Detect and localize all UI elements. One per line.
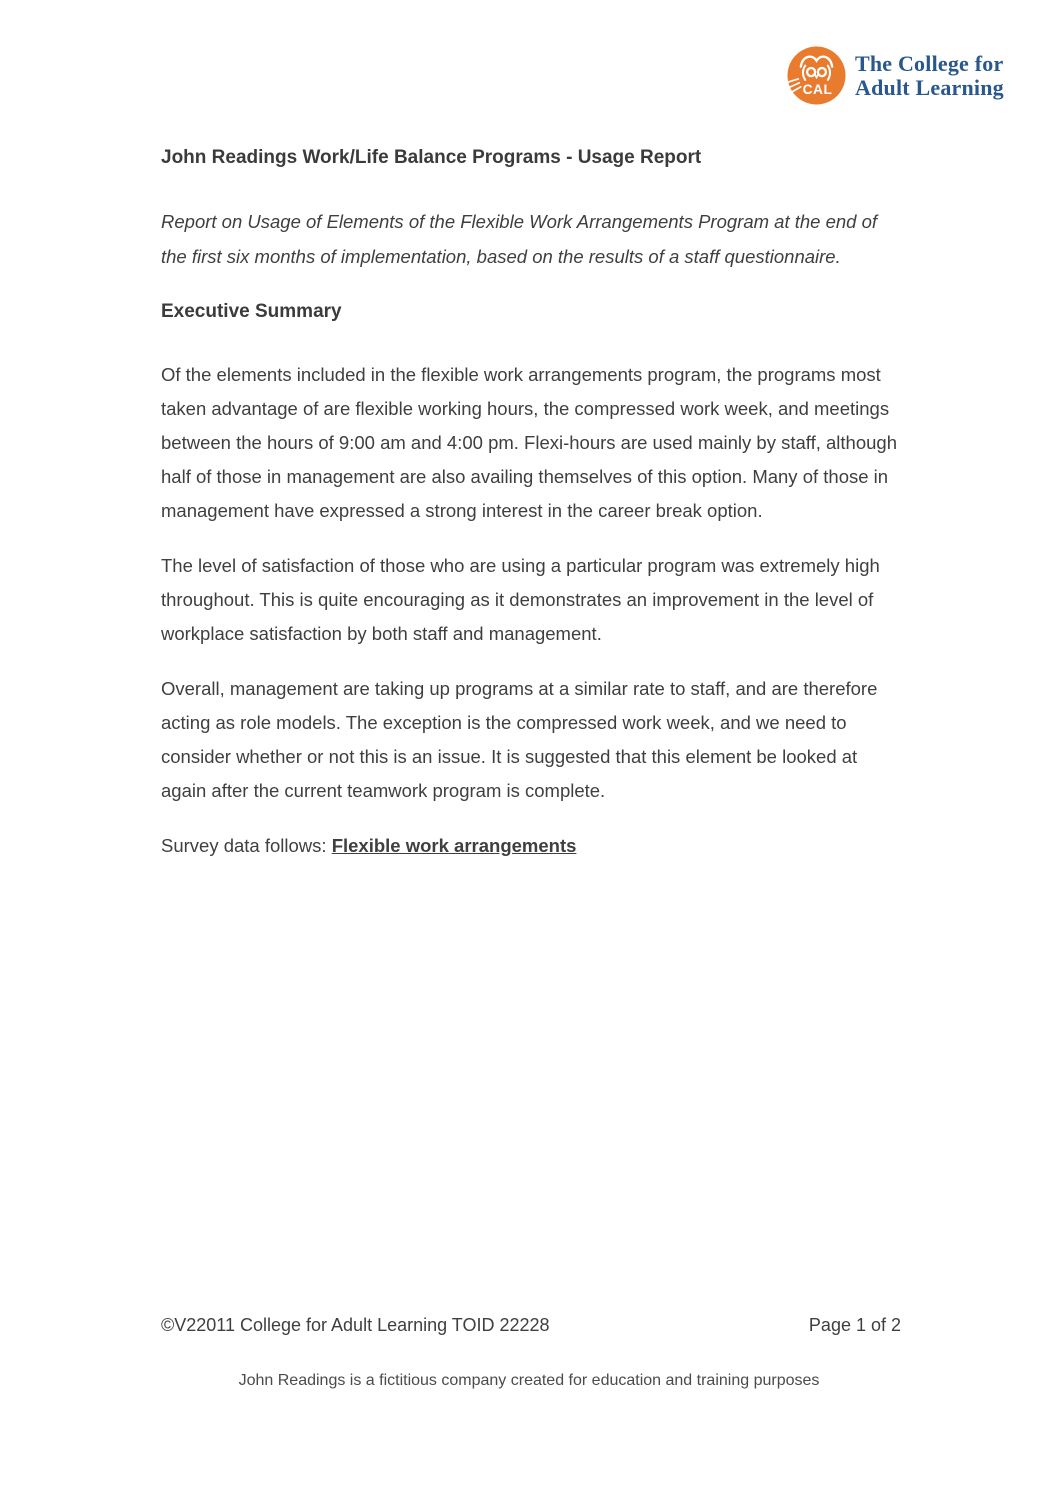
section-heading-executive-summary: Executive Summary xyxy=(161,301,342,322)
document-title: John Readings Work/Life Balance Programs - Usage Report xyxy=(161,147,702,168)
flexible-work-arrangements-link[interactable]: Flexible work arrangements xyxy=(331,835,577,856)
footer-copyright: ©V22011 College for Adult Learning TOID 22228 xyxy=(161,1315,550,1335)
cal-logo-text: CAL xyxy=(802,82,833,98)
intro-paragraph: Report on Usage of Elements of the Flexible Work Arrangements Program at the end of the first six months of implementation, based on the results of a staff questionnaire. xyxy=(161,211,878,267)
survey-data-prefix: Survey data follows: xyxy=(161,835,332,856)
paragraph-satisfaction: The level of satisfaction of those who are using a particular program was extremely high throughout. This is quite encouraging as it demonstrates an improvement in the level of workplace satisfaction by both staff and management. xyxy=(161,555,880,644)
footer-disclaimer: John Readings is a fictitious company created for education and training purposes xyxy=(238,1372,820,1389)
paragraph-management-uptake: Overall, management are taking up programs at a similar rate to staff, and are therefore acting as role models. The exception is the compressed work week, and we need to consider whether or not this is an issue. It is suggested that this element be looked at again after the current teamwork program is complete. xyxy=(161,678,878,801)
footer-page-indicator: Page 1 of 2 xyxy=(808,1315,901,1335)
org-name xyxy=(855,52,1004,100)
org-name-line2: Adult Learning xyxy=(855,74,1004,100)
page-footer xyxy=(161,1315,901,1336)
paragraph-program-usage: Of the elements included in the flexible work arrangements program, the programs most taken advantage of are flexible working hours, the compressed work week, and meetings between the hours of 9:00 am and 4:00 pm. Flexi-hours are used mainly by staff, although half of those in management are also availing themselves of this option. Many of those in management have expressed a strong interest in the career break option. xyxy=(161,364,897,521)
owl-logo-icon xyxy=(787,46,846,105)
document-content xyxy=(161,146,901,863)
cal-logo xyxy=(787,46,1004,105)
survey-data-line xyxy=(161,829,901,863)
org-name-line1: The College for xyxy=(855,50,1004,76)
